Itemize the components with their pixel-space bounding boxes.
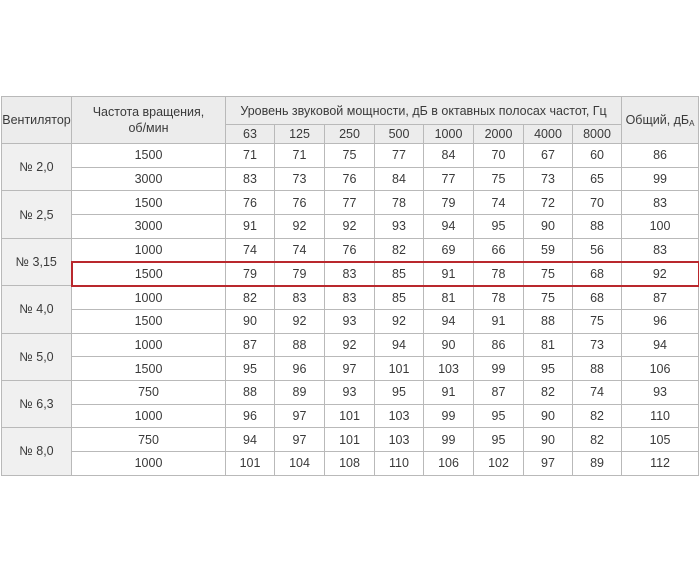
table-row	[2, 428, 699, 452]
total-cell: 110	[622, 404, 699, 428]
value-cell-2000: 95	[474, 215, 524, 239]
band-header-125: 125	[275, 125, 325, 144]
value-cell-2000: 95	[474, 404, 524, 428]
table-row	[2, 333, 699, 357]
value-cell-4000: 67	[524, 144, 573, 168]
table-row	[2, 191, 699, 215]
table-row	[2, 286, 699, 310]
table-row	[2, 404, 699, 428]
value-cell-250: 83	[325, 262, 375, 286]
total-cell: 92	[622, 262, 699, 286]
value-cell-125: 96	[275, 357, 325, 381]
value-cell-4000: 90	[524, 215, 573, 239]
value-cell-1000: 69	[424, 238, 474, 262]
value-cell-1000: 90	[424, 333, 474, 357]
value-cell-4000: 59	[524, 238, 573, 262]
value-cell-2000: 66	[474, 238, 524, 262]
total-cell: 112	[622, 451, 699, 475]
value-cell-2000: 75	[474, 167, 524, 191]
total-cell: 94	[622, 333, 699, 357]
table-row	[2, 167, 699, 191]
total-header-sub: A	[689, 118, 695, 128]
speed-cell: 1000	[72, 404, 226, 428]
value-cell-125: 71	[275, 144, 325, 168]
value-cell-2000: 78	[474, 286, 524, 310]
sound-power-table	[1, 96, 699, 476]
band-header-8000: 8000	[573, 125, 622, 144]
total-cell: 99	[622, 167, 699, 191]
value-cell-4000: 75	[524, 262, 573, 286]
value-cell-500: 85	[375, 286, 424, 310]
value-cell-8000: 70	[573, 191, 622, 215]
value-cell-500: 110	[375, 451, 424, 475]
band-header-500: 500	[375, 125, 424, 144]
value-cell-250: 76	[325, 238, 375, 262]
speed-cell: 1500	[72, 309, 226, 333]
value-cell-125: 76	[275, 191, 325, 215]
fan-cell: № 2,0	[2, 144, 72, 191]
value-cell-500: 78	[375, 191, 424, 215]
value-cell-1000: 91	[424, 380, 474, 404]
value-cell-1000: 79	[424, 191, 474, 215]
value-cell-250: 97	[325, 357, 375, 381]
value-cell-63: 74	[226, 238, 275, 262]
value-cell-2000: 74	[474, 191, 524, 215]
speed-cell: 1000	[72, 451, 226, 475]
speed-cell: 750	[72, 428, 226, 452]
total-cell: 83	[622, 191, 699, 215]
band-header-63: 63	[226, 125, 275, 144]
value-cell-500: 94	[375, 333, 424, 357]
band-header-1000: 1000	[424, 125, 474, 144]
table-body	[2, 144, 699, 476]
band-header-2000: 2000	[474, 125, 524, 144]
fan-cell: № 6,3	[2, 380, 72, 427]
value-cell-2000: 86	[474, 333, 524, 357]
value-cell-8000: 75	[573, 309, 622, 333]
value-cell-125: 88	[275, 333, 325, 357]
value-cell-63: 88	[226, 380, 275, 404]
value-cell-1000: 81	[424, 286, 474, 310]
value-cell-8000: 82	[573, 404, 622, 428]
value-cell-500: 103	[375, 428, 424, 452]
value-cell-125: 83	[275, 286, 325, 310]
value-cell-4000: 81	[524, 333, 573, 357]
total-cell: 83	[622, 238, 699, 262]
fan-cell: № 8,0	[2, 428, 72, 475]
total-header-text: Общий, дБ	[625, 112, 690, 127]
total-cell: 100	[622, 215, 699, 239]
value-cell-4000: 72	[524, 191, 573, 215]
speed-cell: 3000	[72, 215, 226, 239]
value-cell-250: 108	[325, 451, 375, 475]
value-cell-500: 77	[375, 144, 424, 168]
table-row	[2, 357, 699, 381]
value-cell-4000: 90	[524, 404, 573, 428]
table-row	[2, 451, 699, 475]
speed-cell: 1000	[72, 238, 226, 262]
value-cell-4000: 82	[524, 380, 573, 404]
total-cell: 96	[622, 309, 699, 333]
value-cell-8000: 73	[573, 333, 622, 357]
table-row	[2, 144, 699, 168]
value-cell-2000: 102	[474, 451, 524, 475]
sound-level-header: Уровень звуковой мощности, дБ в октавных полосах частот, Гц	[226, 97, 622, 125]
value-cell-63: 76	[226, 191, 275, 215]
fan-cell: № 5,0	[2, 333, 72, 380]
total-cell: 105	[622, 428, 699, 452]
value-cell-500: 103	[375, 404, 424, 428]
value-cell-63: 101	[226, 451, 275, 475]
speed-cell: 1500	[72, 357, 226, 381]
total-cell: 106	[622, 357, 699, 381]
value-cell-8000: 74	[573, 380, 622, 404]
value-cell-4000: 95	[524, 357, 573, 381]
value-cell-2000: 87	[474, 380, 524, 404]
value-cell-1000: 91	[424, 262, 474, 286]
speed-cell: 1000	[72, 333, 226, 357]
speed-header-text: Частота вращения, об/мин	[92, 105, 205, 135]
value-cell-125: 97	[275, 428, 325, 452]
value-cell-1000: 84	[424, 144, 474, 168]
speed-cell: 1000	[72, 286, 226, 310]
value-cell-8000: 89	[573, 451, 622, 475]
value-cell-250: 101	[325, 428, 375, 452]
value-cell-1000: 103	[424, 357, 474, 381]
value-cell-4000: 90	[524, 428, 573, 452]
total-cell: 86	[622, 144, 699, 168]
value-cell-2000: 78	[474, 262, 524, 286]
value-cell-125: 97	[275, 404, 325, 428]
value-cell-250: 77	[325, 191, 375, 215]
value-cell-8000: 88	[573, 215, 622, 239]
speed-cell: 1500	[72, 191, 226, 215]
highlighted-table-row	[2, 262, 699, 286]
value-cell-8000: 60	[573, 144, 622, 168]
value-cell-500: 92	[375, 309, 424, 333]
table-row	[2, 215, 699, 239]
value-cell-250: 101	[325, 404, 375, 428]
value-cell-250: 92	[325, 215, 375, 239]
table-row	[2, 380, 699, 404]
value-cell-4000: 75	[524, 286, 573, 310]
value-cell-63: 96	[226, 404, 275, 428]
value-cell-125: 74	[275, 238, 325, 262]
value-cell-63: 83	[226, 167, 275, 191]
value-cell-8000: 88	[573, 357, 622, 381]
speed-cell: 1500	[72, 262, 226, 286]
table-row	[2, 238, 699, 262]
table-header	[2, 97, 699, 144]
value-cell-125: 89	[275, 380, 325, 404]
value-cell-125: 104	[275, 451, 325, 475]
fan-cell: № 2,5	[2, 191, 72, 238]
value-cell-1000: 77	[424, 167, 474, 191]
value-cell-4000: 97	[524, 451, 573, 475]
fan-column-header: Вентилятор	[2, 97, 72, 144]
value-cell-63: 90	[226, 309, 275, 333]
value-cell-8000: 68	[573, 286, 622, 310]
value-cell-1000: 94	[424, 309, 474, 333]
value-cell-250: 75	[325, 144, 375, 168]
value-cell-500: 84	[375, 167, 424, 191]
value-cell-1000: 99	[424, 404, 474, 428]
value-cell-500: 82	[375, 238, 424, 262]
band-header-250: 250	[325, 125, 375, 144]
value-cell-500: 95	[375, 380, 424, 404]
value-cell-8000: 65	[573, 167, 622, 191]
value-cell-4000: 73	[524, 167, 573, 191]
value-cell-250: 83	[325, 286, 375, 310]
speed-column-header	[72, 97, 226, 144]
total-cell: 93	[622, 380, 699, 404]
value-cell-63: 94	[226, 428, 275, 452]
value-cell-63: 82	[226, 286, 275, 310]
value-cell-500: 93	[375, 215, 424, 239]
fan-cell: № 4,0	[2, 286, 72, 333]
value-cell-1000: 99	[424, 428, 474, 452]
value-cell-1000: 106	[424, 451, 474, 475]
value-cell-125: 92	[275, 215, 325, 239]
value-cell-500: 85	[375, 262, 424, 286]
value-cell-250: 93	[325, 309, 375, 333]
value-cell-63: 71	[226, 144, 275, 168]
value-cell-250: 76	[325, 167, 375, 191]
value-cell-63: 95	[226, 357, 275, 381]
speed-cell: 3000	[72, 167, 226, 191]
value-cell-250: 92	[325, 333, 375, 357]
table-row	[2, 309, 699, 333]
fan-cell: № 3,15	[2, 238, 72, 285]
total-column-header	[622, 97, 699, 144]
value-cell-2000: 95	[474, 428, 524, 452]
value-cell-63: 87	[226, 333, 275, 357]
value-cell-8000: 68	[573, 262, 622, 286]
value-cell-125: 73	[275, 167, 325, 191]
value-cell-250: 93	[325, 380, 375, 404]
total-cell: 87	[622, 286, 699, 310]
value-cell-63: 91	[226, 215, 275, 239]
value-cell-500: 101	[375, 357, 424, 381]
speed-cell: 1500	[72, 144, 226, 168]
value-cell-8000: 82	[573, 428, 622, 452]
value-cell-1000: 94	[424, 215, 474, 239]
speed-cell: 750	[72, 380, 226, 404]
band-header-4000: 4000	[524, 125, 573, 144]
value-cell-125: 92	[275, 309, 325, 333]
value-cell-8000: 56	[573, 238, 622, 262]
value-cell-2000: 70	[474, 144, 524, 168]
value-cell-4000: 88	[524, 309, 573, 333]
value-cell-2000: 91	[474, 309, 524, 333]
value-cell-2000: 99	[474, 357, 524, 381]
value-cell-63: 79	[226, 262, 275, 286]
value-cell-125: 79	[275, 262, 325, 286]
